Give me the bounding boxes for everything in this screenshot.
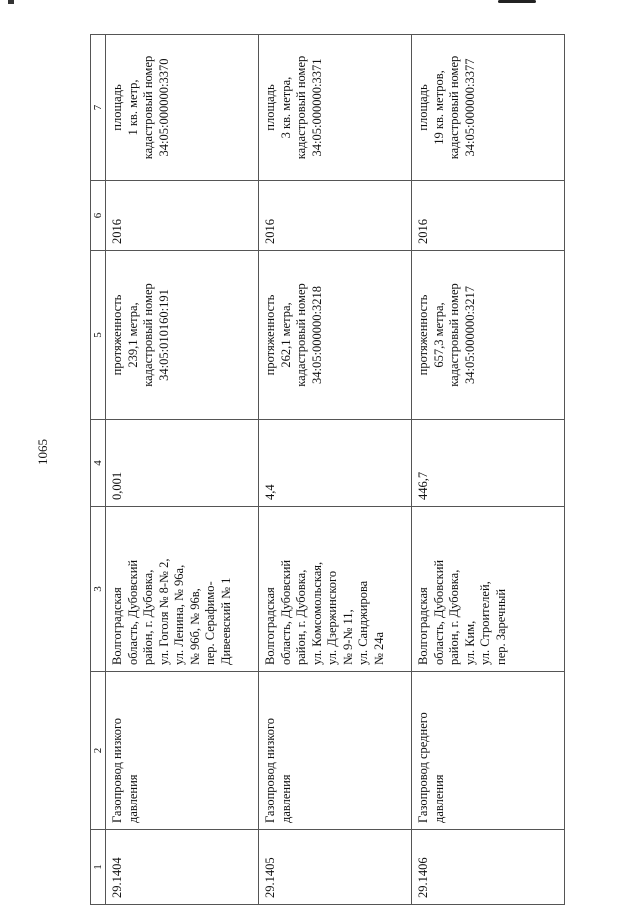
object-name: Газопровод низкого давления	[106, 672, 259, 830]
column-header: 1	[91, 830, 106, 905]
scan-corner-mark	[8, 0, 14, 4]
column-header: 5	[91, 251, 106, 420]
registry-table-area	[90, 35, 620, 905]
column-header: 4	[91, 420, 106, 507]
object-length: протяженность 657,3 метра, кадастровый номер 34:05:000000:3217	[412, 251, 565, 420]
object-area: площадь 3 кв. метра, кадастровый номер 34:05:000000:3371	[259, 35, 412, 181]
object-name: Газопровод среднего давления	[412, 672, 565, 830]
table-row	[106, 35, 259, 905]
object-year: 2016	[412, 181, 565, 251]
object-address: Волгоградская область, Дубовский район, г. Дубовка, ул. Комсомольская, ул. Дзержинского № 9-№ 11, ул. Санджирова № 24а	[259, 507, 412, 672]
object-value: 4,4	[259, 420, 412, 507]
object-length: протяженность 239,1 метра, кадастровый номер 34:05:010160:191	[106, 251, 259, 420]
registry-table-rotated	[90, 35, 620, 905]
object-area: площадь 19 кв. метров, кадастровый номер 34:05:000000:3377	[412, 35, 565, 181]
object-value: 0,001	[106, 420, 259, 507]
object-year: 2016	[259, 181, 412, 251]
column-header: 6	[91, 181, 106, 251]
page-number: 1065	[35, 439, 50, 465]
object-value: 446,7	[412, 420, 565, 507]
column-header: 2	[91, 672, 106, 830]
row-number: 29.1405	[259, 830, 412, 905]
object-address: Волгоградская область, Дубовский район, г. Дубовка, ул. Ким, ул. Строителей, пер. Заречный	[412, 507, 565, 672]
table-row	[259, 35, 412, 905]
column-header: 7	[91, 35, 106, 181]
row-number: 29.1406	[412, 830, 565, 905]
table-row	[412, 35, 565, 905]
row-number: 29.1404	[106, 830, 259, 905]
object-length: протяженность 262,1 метра, кадастровый номер 34:05:000000:3218	[259, 251, 412, 420]
object-year: 2016	[106, 181, 259, 251]
header-row	[91, 35, 106, 905]
registry-table	[90, 34, 565, 905]
column-header: 3	[91, 507, 106, 672]
object-address: Волгоградская область, Дубовский район, г. Дубовка, ул. Гоголя № 8-№ 2, ул. Ленина, № 96а, № 96б, № 96в, пер. Серафимо- Дивеевский № 1	[106, 507, 259, 672]
object-name: Газопровод низкого давления	[259, 672, 412, 830]
object-area: площадь 1 кв. метр, кадастровый номер 34:05:000000:3370	[106, 35, 259, 181]
scan-top-mark	[498, 0, 536, 3]
